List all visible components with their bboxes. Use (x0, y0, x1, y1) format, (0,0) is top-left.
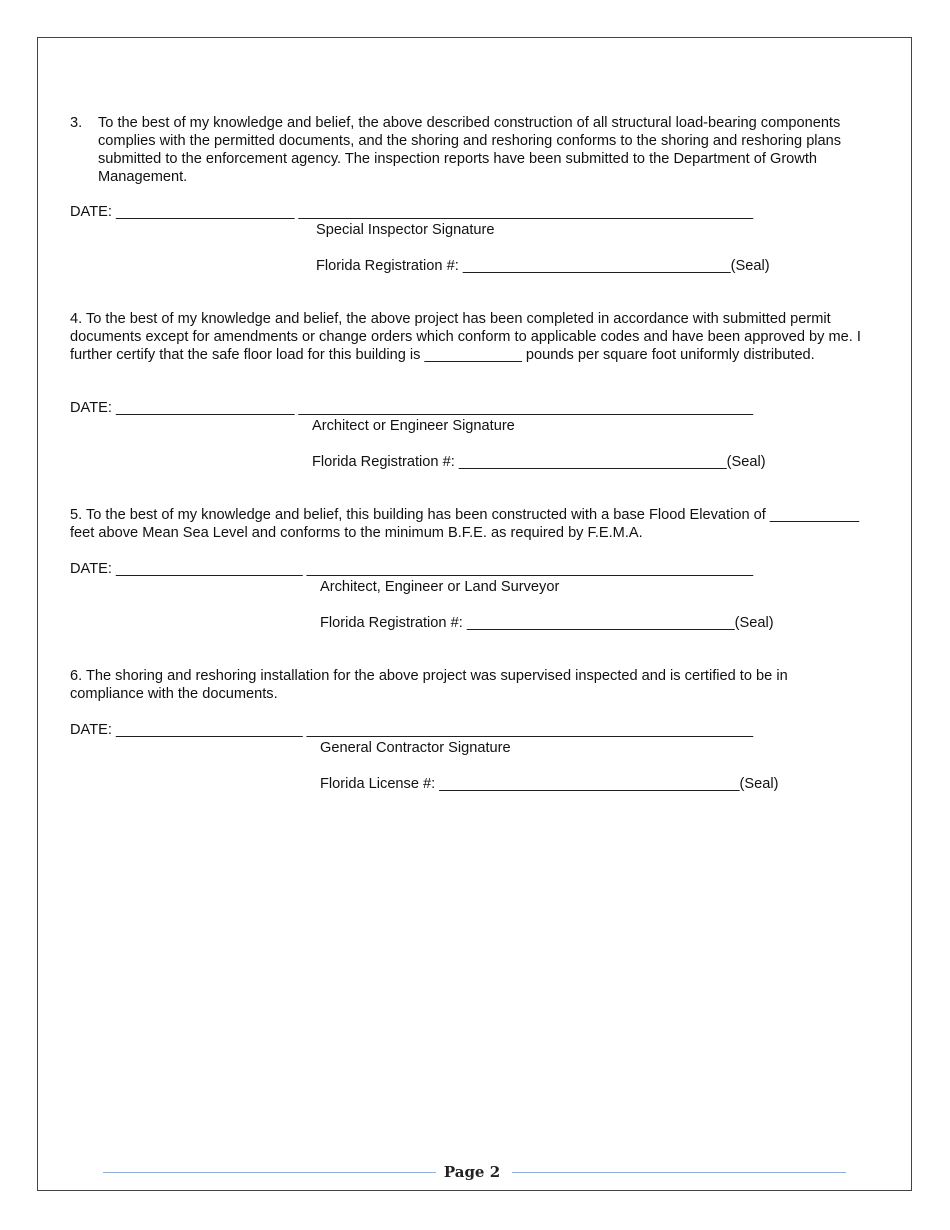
item-5-signature-label: Architect, Engineer or Land Surveyor (320, 579, 560, 595)
item-4-text: 4. To the best of my knowledge and belief, the above project has been completed in accordance with submitted permit documents except for amendments or change orders which conform to applicable codes and have been approved by me. I further certify that the safe floor load for this building is ____________ pounds per square foot uniformly distributed. (70, 311, 861, 363)
item-3-registration-line[interactable]: Florida Registration #: _________________________________(Seal) (316, 258, 770, 274)
footer-rule-right (512, 1172, 846, 1173)
item-3-signature-label: Special Inspector Signature (316, 222, 495, 238)
item-5-date-line[interactable]: DATE: _______________________ _______________________________________________________ (70, 561, 754, 577)
page-number: Page 2 (443, 1163, 501, 1181)
item-6-date-line[interactable]: DATE: _______________________ _______________________________________________________ (70, 722, 754, 738)
item-6-signature-label: General Contractor Signature (320, 740, 511, 756)
item-4-registration-line[interactable]: Florida Registration #: _________________________________(Seal) (312, 454, 766, 470)
item-4-signature-label: Architect or Engineer Signature (312, 418, 515, 434)
item-5-registration-line[interactable]: Florida Registration #: _________________________________(Seal) (320, 615, 774, 631)
item-3-text: To the best of my knowledge and belief, the above described construction of all structural load-bearing components complies with the permitted documents, and the shoring and reshoring conforms to the shoring and reshoring plans submitted to the enforcement agency. The inspection reports have been submitted to the Department of Growth Management. (98, 115, 842, 185)
item-3-number: 3. (70, 115, 83, 131)
item-5-text: 5. To the best of my knowledge and belief, this building has been constructed with a base Flood Elevation of ___________ feet above Mean Sea Level and conforms to the minimum B.F.E. as required by F.E.M.A. (70, 507, 860, 541)
item-6-text: 6. The shoring and reshoring installation for the above project was supervised inspected and is certified to be in compliance with the documents. (70, 668, 788, 702)
item-6-registration-line[interactable]: Florida License #: _____________________________________(Seal) (320, 776, 779, 792)
item-4-date-line[interactable]: DATE: ______________________ ________________________________________________________ (70, 400, 754, 416)
item-3-date-line[interactable]: DATE: ______________________ ________________________________________________________ (70, 204, 754, 220)
footer-rule-left (103, 1172, 436, 1173)
